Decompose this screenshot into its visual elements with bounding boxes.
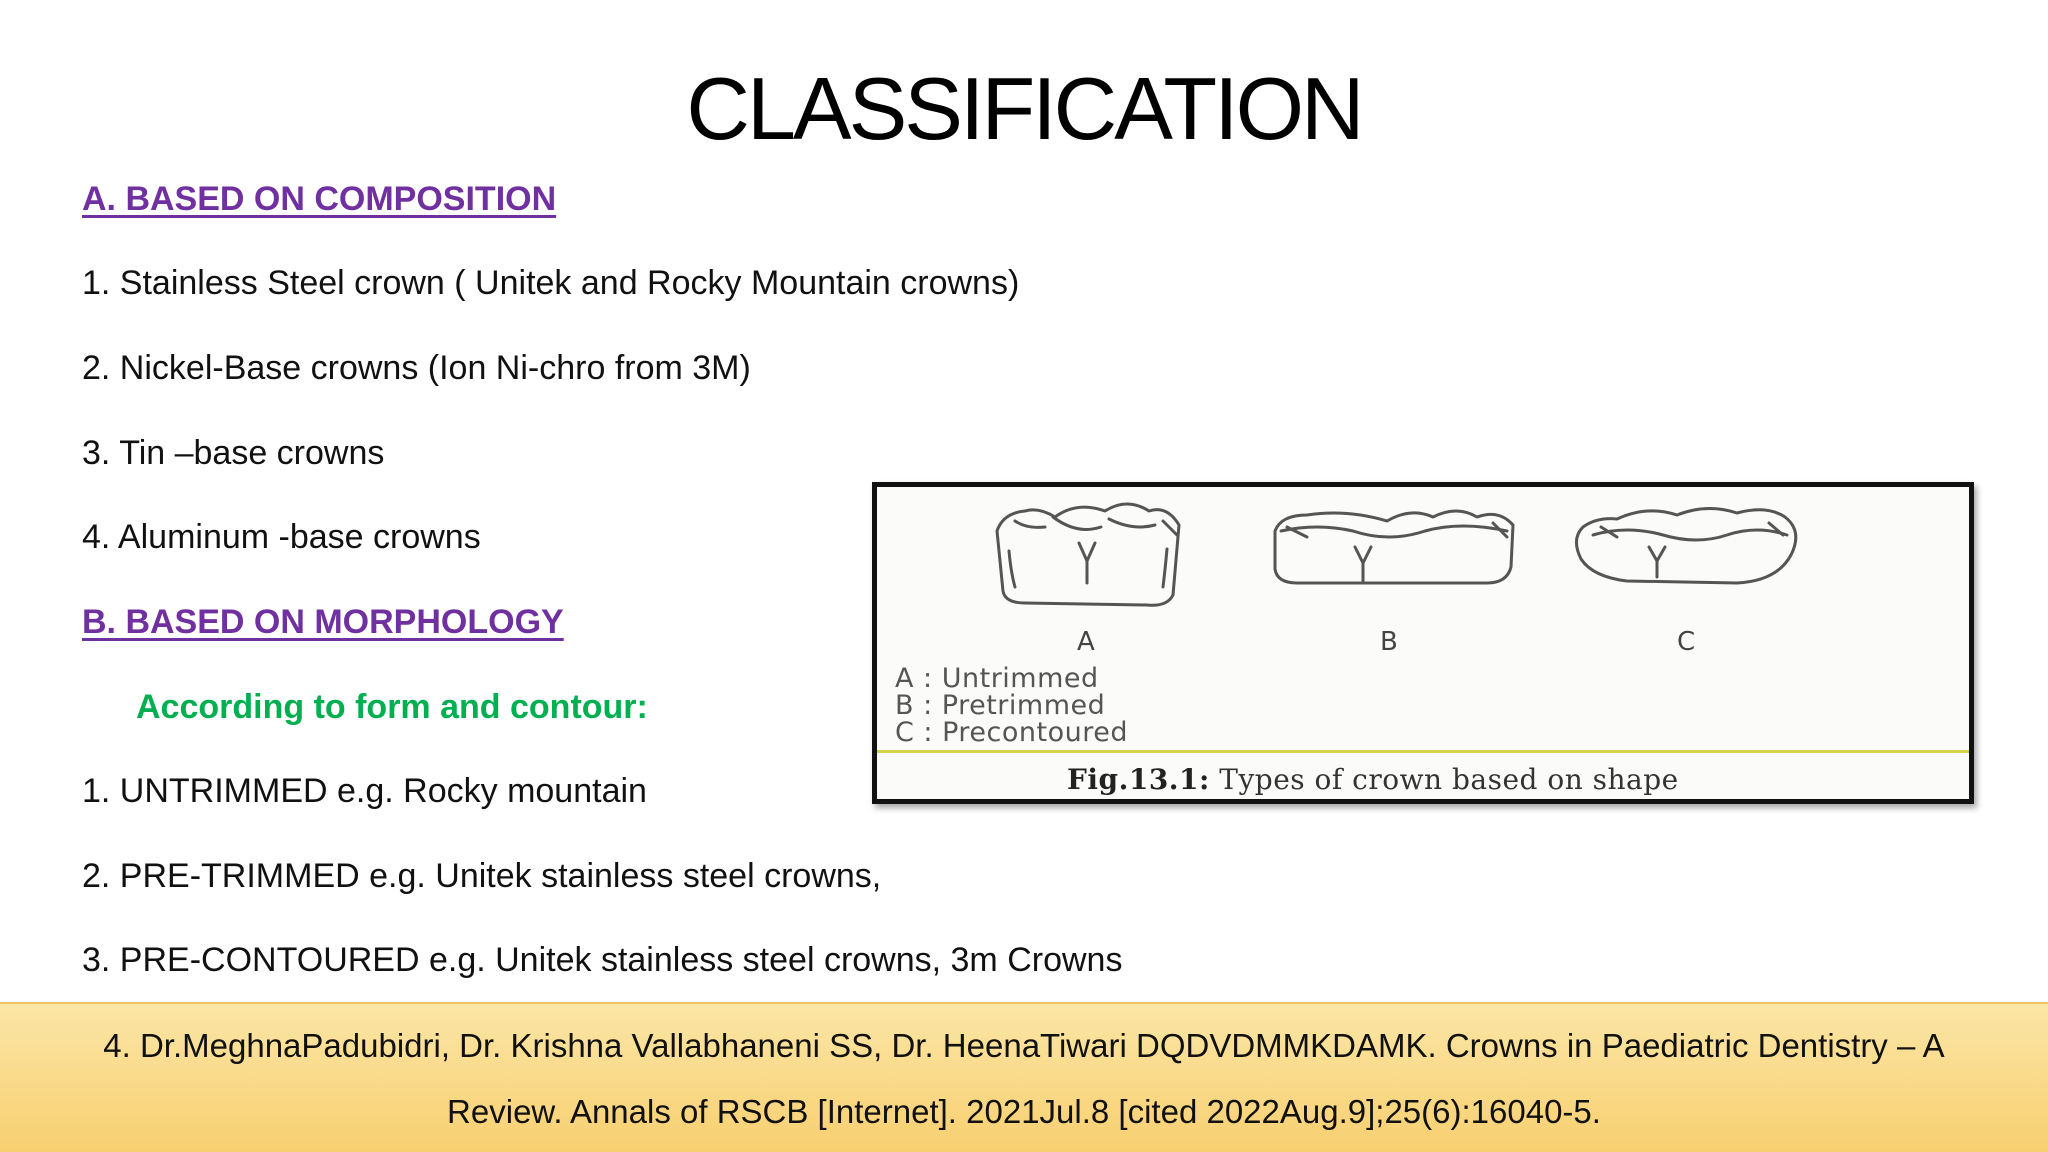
composition-item-3: 3. Tin –base crowns xyxy=(82,434,385,472)
figure-caption xyxy=(1067,763,1679,796)
morphology-item-3: 3. PRE-CONTOURED e.g. Unitek stainless steel crowns, 3m Crowns xyxy=(82,941,1123,979)
untrimmed-crown-drawing xyxy=(997,504,1179,605)
figure-caption-number: Fig.13.1: xyxy=(1067,763,1210,796)
pretrimmed-crown-drawing xyxy=(1275,511,1513,583)
figure-caption-text: Types of crown based on shape xyxy=(1219,763,1679,796)
section-a-heading: A. BASED ON COMPOSITION xyxy=(82,180,557,218)
composition-item-4: 4. Aluminum -base crowns xyxy=(82,518,481,556)
crown-label-b: B xyxy=(1380,627,1398,657)
composition-item-1: 1. Stainless Steel crown ( Unitek and Rocky Mountain crowns) xyxy=(82,264,1020,302)
precontoured-crown-drawing xyxy=(1576,508,1795,583)
crown-label-c: C xyxy=(1677,627,1696,657)
morphology-subheading: According to form and contour: xyxy=(136,688,648,726)
legend-untrimmed: A : Untrimmed xyxy=(895,663,1099,694)
reference-footer xyxy=(0,1002,2048,1152)
section-b-heading: B. BASED ON MORPHOLOGY xyxy=(82,603,564,641)
crown-types-figure xyxy=(872,482,1974,804)
legend-precontoured: C : Precontoured xyxy=(895,717,1128,748)
morphology-item-2: 2. PRE-TRIMMED e.g. Unitek stainless steel crowns, xyxy=(82,857,882,895)
morphology-item-1: 1. UNTRIMMED e.g. Rocky mountain xyxy=(82,772,647,810)
reference-line-1: 4. Dr.MeghnaPadubidri, Dr. Krishna Vallabhaneni SS, Dr. HeenaTiwari DQDVDMMKDAMK. Crowns in Paediatric Dentistry – A xyxy=(103,1027,1945,1064)
legend-pretrimmed: B : Pretrimmed xyxy=(895,690,1106,721)
reference-line-2: Review. Annals of RSCB [Internet]. 2021Jul.8 [cited 2022Aug.9];25(6):16040-5. xyxy=(447,1093,1601,1130)
crown-label-a: A xyxy=(1077,627,1095,657)
slide-title: CLASSIFICATION xyxy=(686,59,1362,158)
figure-divider xyxy=(877,750,1969,753)
composition-item-2: 2. Nickel-Base crowns (Ion Ni-chro from 3M) xyxy=(82,349,751,387)
